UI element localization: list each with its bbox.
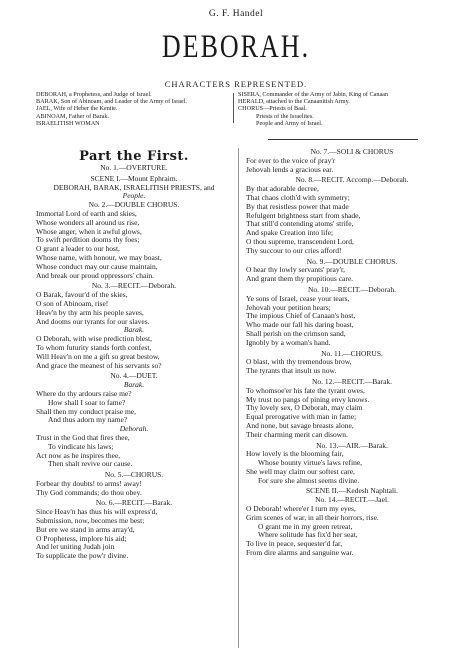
lyric-line: And grace the meanest of his servants so?: [36, 360, 162, 370]
cast-list-left: [36, 91, 187, 127]
libretto-column-right: [246, 148, 458, 558]
lyric-line: Whose anger, when it awful glows,: [36, 226, 142, 236]
speaker-label: Barak.: [123, 380, 145, 390]
number-heading: No. 9.—DOUBLE CHORUS.: [306, 256, 398, 266]
lyric-line: That still'd contending atoms' strife,: [246, 219, 354, 229]
lyric-line: Thy lovely sex, O Deborah, may claim: [246, 403, 363, 413]
lyric-line: Thy God commands; do thou obey.: [36, 487, 142, 497]
lyric-line: To whomsoe'er his fate the tyrant owes,: [246, 385, 365, 395]
lyric-line: Forbear thy doubts! to arms! away!: [36, 478, 143, 488]
lyric-line: Shall perish on the crimson sand,: [246, 328, 346, 338]
lyric-line: O Prophetess, implore his aid;: [36, 533, 127, 543]
lyric-line: Heav'n by thy arm his people saves,: [36, 307, 144, 317]
lyric-line: Jehovah your petition hears;: [246, 302, 331, 312]
lyric-line: To whom futurity stands forth confest,: [36, 342, 152, 352]
lyric-line: Where do thy ardours raise me?: [36, 388, 132, 398]
lyric-line: O blast, with thy tremendous brow,: [246, 357, 352, 367]
lyric-line: Submission, now, becomes me best;: [36, 516, 145, 526]
lyric-line: She well may claim our softest care,: [246, 466, 355, 476]
lyric-line: O son of Abinoam, rise!: [36, 298, 109, 308]
scene-cast: DEBORAH, BARAK, ISRAELITISH PRIESTS, and: [53, 182, 215, 192]
cast-entry: ABINOAM, Father of Barak.: [36, 112, 110, 120]
lyric-line: Whose bounty virtue's laws refine,: [258, 458, 363, 468]
lyric-line: Whose conduct may our cause maintain,: [36, 261, 158, 271]
number-heading: No. 4.—DUET.: [110, 371, 158, 381]
cast-entry: People and Army of Israel.: [256, 119, 323, 127]
lyric-line: The tyrants that insult us now.: [246, 366, 337, 376]
lyric-line: And let uniting Judah join: [36, 542, 115, 552]
cast-entry: SISERA, Commander of the Army of Jabin, King of Canaan: [238, 91, 389, 98]
column-divider: [238, 148, 239, 648]
lyric-line: Ye sons of Israel, cease your tears,: [246, 293, 350, 303]
libretto-column-left: [36, 149, 232, 561]
lyric-line: Where solitude has fix'd her seat,: [258, 530, 358, 540]
scene-heading: SCENE II.—Kedesh Naphtali.: [305, 486, 399, 496]
lyric-line: For ever to the voice of pray'r: [246, 155, 336, 165]
number-heading: No. 11.—CHORUS.: [321, 348, 383, 358]
lyric-line: And none, but savage breasts alone,: [246, 420, 354, 430]
lyric-line: And thus adorn my name?: [48, 415, 128, 425]
number-heading: No. 7.—SOLI & CHORUS: [310, 147, 394, 156]
lyric-line: To live in peace, sequester'd far,: [246, 539, 343, 549]
scene-cast: People.: [122, 191, 146, 201]
lyric-line: My trust no pangs of pining envy knows.: [246, 394, 370, 404]
lyric-line: Refulgent brightness start from shade,: [246, 210, 361, 220]
lyric-line: And spake Creation into life;: [246, 228, 334, 238]
number-heading: No. 14.—RECIT.—Jael.: [315, 495, 389, 505]
lyric-line: To vindicate his laws;: [48, 441, 114, 451]
lyric-line: How shall I soar to fame?: [48, 397, 126, 407]
composer-name: G. F. Handel: [208, 9, 264, 19]
lyric-line: Will Heav'n on me a gift so great bestow,: [36, 351, 160, 361]
lyric-line: From dire alarms and sanguine war.: [246, 548, 354, 558]
lyric-line: And dooms our tyrants for our slaves.: [36, 316, 150, 326]
lyric-line: Trust in the God that fires thee,: [36, 432, 130, 442]
lyric-line: But ere we stand in arms array'd,: [36, 524, 135, 534]
lyric-line: How lovely is the blooming fair,: [246, 449, 344, 459]
number-heading: No. 13.—AIR.—Barak.: [316, 440, 388, 450]
lyric-line: O hear thy lowly servants' pray'r,: [246, 265, 346, 275]
lyric-line: O thou supreme, transcendent Lord,: [246, 236, 354, 246]
characters-heading: CHARACTERS REPRESENTED.: [164, 79, 308, 89]
lyric-line: The impious Chief of Canaan's host,: [246, 311, 356, 321]
lyric-line: To supplicate the pow'r divine.: [36, 551, 129, 561]
lyric-line: Whose wonders all around us rise,: [36, 217, 140, 227]
number-heading: No. 12.—RECIT.—Barak.: [311, 376, 393, 386]
speaker-label: Barak.: [123, 325, 145, 335]
lyric-line: By that resistless power that made: [246, 201, 349, 211]
part-heading: Part the First.: [79, 149, 189, 164]
lyric-line: Grim scenes of war, in all their horrors, rise.: [246, 512, 379, 522]
lyric-line: For sure she almost seems divine.: [258, 475, 360, 485]
cast-list-right: [238, 91, 388, 127]
lyric-line: O Barak, favour'd of the skies,: [36, 290, 128, 300]
scene-heading: SCENE I.—Mount Ephraim.: [90, 173, 178, 183]
cast-entry: JAEL, Wife of Heber the Kenite.: [36, 105, 118, 113]
lyric-line: Thy succour to our cries afford!: [246, 245, 342, 255]
cast-entry: DEBORAH, a Prophetess, and Judge of Israel.: [36, 91, 152, 98]
section-rule: [268, 139, 418, 140]
number-heading: No. 8.—RECIT. Accomp.—Deborah.: [295, 175, 409, 185]
lyric-line: Equal prerogative with man in fame;: [246, 412, 357, 422]
lyric-line: Jehovah lends a gracious ear.: [246, 164, 334, 174]
speaker-label: Deborah.: [119, 424, 149, 434]
lyric-line: Ignobly by a woman's hand.: [246, 337, 331, 347]
lyric-line: And grant them thy propitious care.: [246, 274, 354, 284]
number-heading: No. 6.—RECIT.—Barak.: [95, 498, 173, 508]
lyric-line: Act now as he inspires thee,: [36, 450, 121, 460]
lyric-line: That chaos cloth'd with symmetry;: [246, 192, 350, 202]
lyric-line: And break our proud oppressors' chain.: [36, 270, 154, 280]
lyric-line: O Deborah, with wise prediction blest,: [36, 334, 153, 344]
lyric-line: By that adorable decree,: [246, 184, 319, 194]
lyric-line: Whose name, with honour, we may boast,: [36, 252, 162, 262]
number-heading: No. 2.—DOUBLE CHORUS.: [88, 200, 180, 210]
lyric-line: To swift perdition dooms thy foes;: [36, 235, 140, 245]
cast-entry: ISRAELITISH WOMAN: [36, 119, 100, 127]
lyric-line: Their charming merit can disown.: [246, 429, 348, 439]
lyric-line: Immortal Lord of earth and skies,: [36, 208, 137, 218]
lyric-line: O Deborah! where'er I turn my eyes,: [246, 504, 356, 514]
lyric-line: Then shalt revive our cause.: [48, 459, 133, 469]
lyric-line: O grant a leader to our host,: [36, 244, 120, 254]
number-heading: No. 1.—OVERTURE.: [100, 163, 168, 172]
number-heading: No. 10.—RECIT.—Deborah.: [308, 284, 396, 294]
cast-entry: CHORUS—Priests of Baal.: [238, 105, 307, 113]
cast-entry: Priests of the Israelites.: [256, 112, 314, 120]
number-heading: No. 5.—CHORUS.: [104, 470, 164, 480]
lyric-line: Since Heav'n has thus his will express'd,: [36, 507, 158, 517]
lyric-line: O grant me in my green retreat,: [258, 521, 353, 531]
lyric-line: Who made our fall his daring boast,: [246, 320, 354, 330]
cast-divider: [233, 93, 234, 123]
cast-entry: HERALD, attached to the Canaanitish Army.: [238, 98, 350, 106]
work-title: DEBORAH.: [161, 28, 311, 65]
lyric-line: Shall then my conduct praise me,: [36, 406, 136, 416]
number-heading: No. 3.—RECIT.—Deborah.: [91, 281, 177, 291]
cast-entry: BARAK, Son of Abinoam, and Leader of the Army of Israel.: [36, 98, 188, 106]
